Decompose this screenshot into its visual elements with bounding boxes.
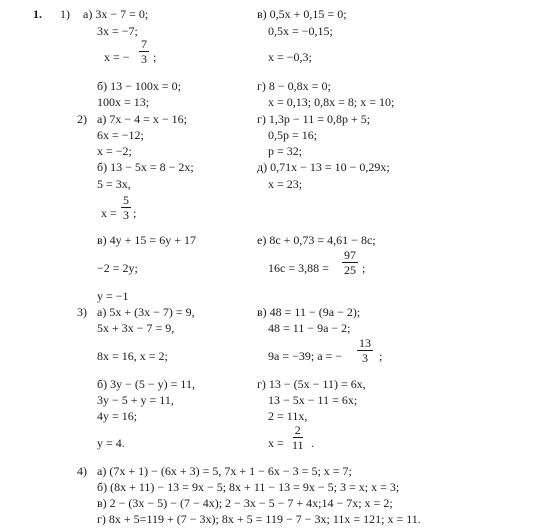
- p3-g-fraction: [290, 424, 306, 451]
- p2-b-line1: б) 13 − 5x = 8 − 2x;: [97, 160, 194, 174]
- p1-g-line1: г) 8 − 0,8x = 0;: [257, 79, 331, 93]
- p2-e-line2-suffix: ;: [362, 261, 366, 275]
- p1-v-line1: в) 0,5x + 0,15 = 0;: [257, 7, 347, 21]
- p2-g-line3: p = 32;: [268, 144, 303, 158]
- p1-a-line1: а) 3x − 7 = 0;: [83, 7, 149, 21]
- p3-g-line4-prefix: x =: [268, 436, 284, 450]
- p1-b-line1: б) 13 − 100x = 0;: [97, 79, 181, 93]
- p1-v-line3: x = −0,3;: [268, 50, 312, 64]
- p2-b-line3-prefix: x =: [101, 206, 117, 220]
- denominator: 3: [123, 208, 129, 222]
- p1-a-line3-prefix: x = −: [104, 50, 130, 64]
- p3-b-line4: y = 4.: [97, 436, 125, 450]
- p3-g-line4-suffix: .: [311, 436, 314, 450]
- p1-a-line2: 3x = −7;: [97, 24, 138, 38]
- p3-b-line2: 3y − 5 + y = 11,: [97, 393, 174, 407]
- p2-b-fraction: [121, 194, 131, 221]
- part-4-label: 4): [77, 464, 87, 478]
- p3-a-line1: а) 5x + (3x − 7) = 9,: [97, 305, 195, 319]
- p1-a-fraction: [139, 38, 149, 65]
- numerator: 13: [359, 336, 371, 350]
- p2-v-line2: −2 = 2y;: [97, 261, 138, 275]
- p1-a-line3-suffix: ;: [153, 50, 157, 64]
- p3-a-line2: 5x + 3x − 7 = 9,: [97, 321, 175, 335]
- p2-a-line3: x = −2;: [97, 144, 132, 158]
- p3-b-line1: б) 3y − (5 − y) = 11,: [97, 377, 195, 391]
- numerator: 7: [141, 37, 147, 51]
- p2-a-line2: 6x = −12;: [97, 128, 144, 142]
- p2-d-line2: x = 23;: [268, 177, 303, 191]
- numerator: 2: [294, 423, 301, 437]
- p3-v-line1: в) 48 = 11 − (9a − 2);: [257, 305, 361, 319]
- p2-e-line1: е) 8c + 0,73 = 4,61 − 8c;: [257, 233, 376, 247]
- p2-e-fraction: [342, 249, 358, 276]
- p3-b-line3: 4y = 16;: [97, 409, 138, 423]
- p1-g-line2: x = 0,13; 0,8x = 8; x = 10;: [268, 95, 395, 109]
- p4-g-line: г) 8x + 5=119 + (7 − 3x); 8x + 5 = 119 − 7 − 3x; 11x = 121; x = 11.: [97, 512, 421, 526]
- denominator: 11: [292, 438, 304, 452]
- p2-b-line2: 5 = 3x,: [97, 177, 131, 191]
- p3-v-line2: 48 = 11 − 9a − 2;: [268, 321, 351, 335]
- p2-g-line2: 0,5p = 16;: [268, 128, 318, 142]
- problem-number: 1.: [33, 7, 42, 21]
- p3-g-line2: 13 − 5x − 11 = 6x;: [268, 393, 358, 407]
- part-1-label: 1): [60, 7, 70, 21]
- p2-e-line2-prefix: 16c = 3,88 =: [268, 261, 329, 275]
- numerator: 97: [344, 248, 356, 262]
- p3-g-line1: г) 13 − (5x − 11) = 6x,: [257, 377, 366, 391]
- p3-v-line3-suffix: ;: [379, 349, 383, 363]
- denominator: 25: [344, 263, 356, 277]
- p3-g-line3: 2 = 11x,: [268, 409, 308, 423]
- p1-b-line2: 100x = 13;: [97, 95, 150, 109]
- denominator: 3: [362, 351, 368, 365]
- denominator: 3: [141, 52, 147, 66]
- p3-a-line3: 8x = 16, x = 2;: [97, 349, 168, 363]
- p3-v-line3-prefix: 9a = −39; a = −: [268, 349, 343, 363]
- p2-v-line3: y = −1: [97, 289, 129, 303]
- p2-g-line1: г) 1,3p − 11 = 0,8p + 5;: [257, 112, 371, 126]
- part-3-label: 3): [77, 305, 87, 319]
- p2-b-line3-suffix: ;: [133, 206, 137, 220]
- p2-d-line1: д) 0,71x − 13 = 10 − 0,29x;: [257, 160, 390, 174]
- p3-v-fraction: [357, 337, 373, 364]
- numerator: 5: [123, 193, 129, 207]
- p4-v-line: в) 2 − (3x − 5) − (7 − 4x); 2 − 3x − 5 − 7 + 4x;14 − 7x; x = 2;: [97, 496, 393, 510]
- p1-v-line2: 0,5x = −0,15;: [268, 24, 333, 38]
- p4-b-line: б) (8x + 11) − 13 = 9x − 5; 8x + 11 − 13 = 9x − 5; 3 = x; x = 3;: [97, 480, 400, 494]
- p2-v-line1: в) 4y + 15 = 6y + 17: [97, 233, 196, 247]
- p4-a-line: а) (7x + 1) − (6x + 3) = 5, 7x + 1 − 6x − 3 = 5; x = 7;: [97, 464, 352, 478]
- p2-a-line1: а) 7x − 4 = x − 16;: [97, 112, 187, 126]
- part-2-label: 2): [77, 112, 87, 126]
